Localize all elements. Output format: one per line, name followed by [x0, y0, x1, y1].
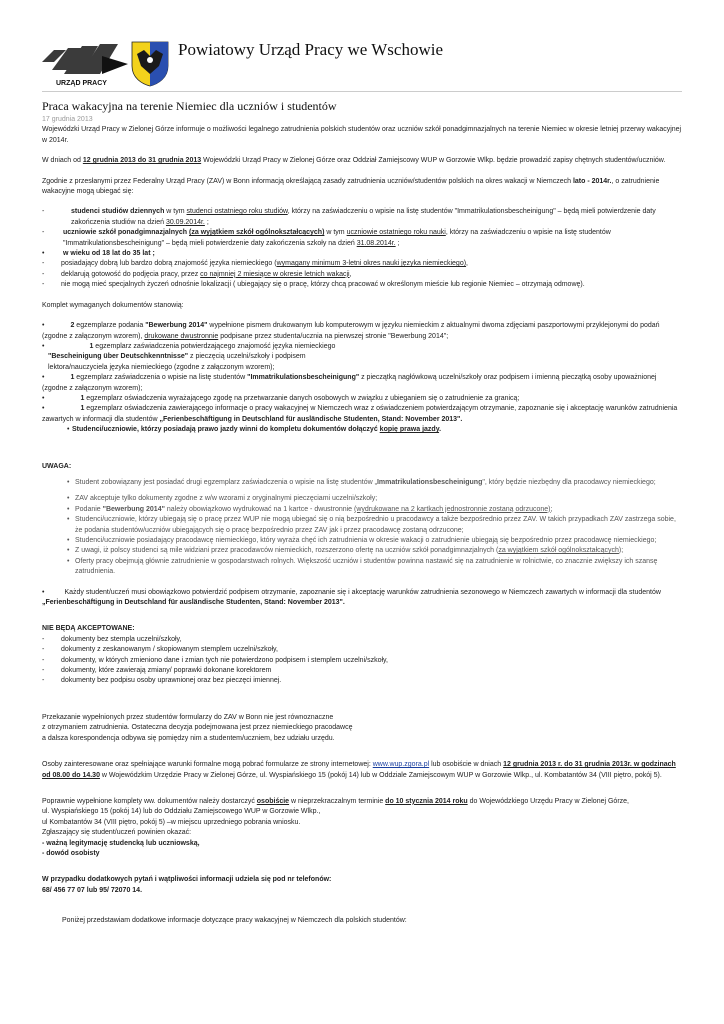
list-item: "Bescheinigung über Deutschkenntnisse" z pieczęcią uczelni/szkoły i podpisem [48, 353, 306, 361]
list-item: - uczniowie szkół ponadgimnazjalnych (za wyjątkiem szkół ogólnokształcących) w tym uczniowie ostatniego roku nauki, którzy na zaświadczeniu o wpisie na listę studentów "Immatrikulationsbescheinigung" – będą mieli potwierdzenie daty zakończenia szkoły na dzień 31.08.2014r. ; [42, 229, 611, 247]
documents-list [42, 321, 682, 435]
contact-paragraph: W przypadku dodatkowych pytań i wątpliwości informacji udziela się pod nr telefonów: 68/ 456 77 07 lub 95/ 72070 14. [42, 876, 332, 894]
not-accepted-heading: NIE BĘDĄ AKCEPTOWANE: [42, 625, 135, 633]
list-item: • w wieku od 18 lat do 35 lat ; [42, 250, 155, 258]
list-item: - deklarują gotowość do podjęcia pracy, przez co najmniej 2 miesiące w okresie letnich wakacji, [42, 270, 352, 278]
list-item: • Z uwagi, iż polscy studenci są mile widziani przez pracodawców niemieckich, rozszerzono ofertę na uczniów szkół ponadgimnazjalnych (za wyjątkiem szkół ogólnokształcących); [42, 546, 682, 556]
requirements-list [42, 207, 682, 290]
list-item: - dokumenty bez podpisu osoby uprawnionej oraz bez pieczęci imiennej. [42, 677, 282, 685]
page-header [42, 40, 682, 90]
list-item: - dokumenty, które zawierają zmiany/ poprawki dokonane korektorem [42, 667, 272, 675]
list-item: • 1 egzemplarz oświadczenia zawierającego informacje o pracy wakacyjnej w Niemczech wraz z oświadczeniem potwierdzającym otrzymanie, zapoznanie się i akceptację warunków zatrudnienia zawartych w informacji dla studentów „Ferienbeschäftigung in Deutschland für ausländische Studenten, Stand: November 2013". [42, 405, 678, 423]
list-item: • 2 egzemplarze podania "Bewerbung 2014" wypełnione pismem drukowanym lub komputerowym w języku niemieckim z aktualnymi dwoma zdjęciami paszportowymi przyklejonymi do podań (zgodne z załączonym wzorem), drukowane dwustronnie podpisane przez studenta/ucznia na pierwszej stronie "Bewerbung 2014"; [42, 322, 660, 340]
notes-list [42, 478, 682, 578]
list-item: - dokumenty, w których zmieniono dane i zmian tych nie potwierdzono podpisem i stemplem uczelni/szkoły, [42, 656, 388, 664]
not-accepted-list [42, 635, 682, 687]
rules-paragraph: Zgodnie z przesłanymi przez Federalny Urząd Pracy (ZAV) w Bonn informacją określającą zasady zatrudnienia uczniów/studentów polskich na okres wakacji w Niemczech lato - 2014r., o zatrudnienie wakacyjne mogą ubiegać się: [42, 177, 660, 196]
list-item: • Studenci/uczniowie posiadający pracodawcę niemieckiego, który wyraża chęć ich zatrudnienia w okresie wakacji o zatrudnienie ubiegają się bezpośrednio przez pracodawcę niemieckiego; [42, 536, 682, 546]
article-date: 17 grudnia 2013 [42, 116, 93, 123]
list-item: - posiadający dobrą lub bardzo dobrą znajomość języka niemieckiego (wymagany minimum 3-letni okres nauki języka niemieckiego), [42, 260, 468, 268]
uwaga-heading: UWAGA: [42, 462, 72, 470]
list-item: • Oferty pracy obejmują głównie zatrudnienie w gospodarstwach rolnych. Większość uczniów i studentów powinna nastawić się na zatrudnienie w rolnictwie, co znacznie zwiększy ich szansę zatrudnienia. [42, 557, 682, 578]
list-item: - studenci studiów dziennych w tym studenci ostatniego roku studiów, którzy na zaświadczeniu o wpisie na listę studentów "Immatrikulationsbescheinigung" – będą mieli potwierdzenie daty zakończenia studiów na dzień 30.09.2014r. ; [42, 208, 656, 226]
docs-heading: Komplet wymaganych dokumentów stanowią: [42, 301, 184, 309]
coat-of-arms-icon [130, 40, 170, 88]
intro-paragraph: Wojewódzki Urząd Pracy w Zielonej Górze informuje o możliwości legalnego zatrudnienia polskich studentów oraz uczniów szkół ponadgimnazjalnych na terenie Niemiec w okresie letniej przerwy wakacyjnej w 2014r. [42, 126, 682, 144]
forms-paragraph: Osoby zainteresowane oraz spełniające warunki formalne mogą pobrać formularze ze strony internetowej: www.wup.zgora.pl lub osobiście w dniach 12 grudnia 2013 r. do 31 grudnia 2013r. w godzinach od 08.00 do 14.30 w Wojewódzkim Urzędzie Pracy w Zielonej Górze, ul. Wyspiańskiego 15 (pokój 14) lub w Oddziale Zamiejscowym WUP w Gorzowie Wlkp., ul. Kombatantów 34 (VIII piętro, pokój 5). [42, 761, 676, 779]
urzad-pracy-logo [42, 40, 130, 90]
list-item: - dokumenty bez stempla uczelni/szkoły, [42, 635, 182, 643]
dates-paragraph: W dniach od 12 grudnia 2013 do 31 grudnia 2013 Wojewódzki Urząd Pracy w Zielonej Górze oraz Oddział Zamiejscowy WUP w Gorzowie Wlkp. będzie prowadzić zapisy chętnych studentów/uczniów. [42, 157, 666, 165]
delivery-paragraph: Poprawnie wypełnione komplety ww. dokumentów należy dostarczyć osobiście w nieprzekraczalnym terminie do 10 stycznia 2014 roku do Wojewódzkiego Urzędu Pracy w Zielonej Górze, ul. Wyspiańskiego 15 (pokój 14) lub do Oddziału Zamiejscowego WUP w Gorzowie Wlkp., ul Kombatantów 34 (VIII piętro, pokój 5) –w miejscu uprzedniego pobrania wniosku. Zgłaszający się student/uczeń powinien okazać: - ważną legitymację studencką lub uczniowską, - dowód osobisty [42, 797, 629, 857]
list-item: • 1 egzemplarz oświadczenia wyrażającego zgodę na przetwarzanie danych osobowych w związku z ubieganiem się o zatrudnienie za granicą; [42, 394, 520, 402]
list-item: - dokumenty z zeskanowanym / skopiowanym stemplem uczelni/szkoły, [42, 646, 278, 654]
article-title: Praca wakacyjna na terenie Niemiec dla uczniów i studentów [42, 99, 337, 113]
handover-paragraph: Przekazanie wypełnionych przez studentów formularzy do ZAV w Bonn nie jest równoznaczne z otrzymaniem zatrudnienia. Ostateczna decyzja podejmowana jest przez niemieckiego pracodawcę a dalsza korespondencja odbywa się pomiędzy nim a studentem/uczniem, bez udziału urzędu. [42, 713, 353, 742]
site-title: Powiatowy Urząd Pracy we Wschowie [178, 40, 444, 59]
list-item: • Podanie "Bewerbung 2014" należy obowiązkowo wydrukować na 1 kartce - dwustronnie (wydrukowane na 2 kartkach jednostronnie zostaną odrzucone); [42, 505, 682, 515]
list-item: - nie mogą mieć specjalnych życzeń odnośnie lokalizacji ( ubiegający się o pracę, którzy chcą pracować w określonym mieście lub regionie Niemiec – otrzymają odmowę). [42, 281, 585, 289]
header-divider [42, 91, 682, 92]
list-item: • Każdy student/uczeń musi obowiązkowo potwierdzić podpisem otrzymanie, zapoznanie się i akceptację warunków zatrudnienia sezonowego w Niemczech zawartych w informacji dla studentów „Ferienbeschäftigung in Deutschland für ausländische Studenten, Stand: November 2013". [42, 588, 661, 607]
list-item: • Studenci/uczniowie, którzy ubiegają się o pracę przez WUP nie mogą ubiegać się o nią bezpośrednio u pracodawcy a także bezpośrednio przez ZAV. W takich przypadkach ZAV zastrzega sobie, że podania studentów/uczniów ubiegających się o pracę bezpośrednio przez ZAV jak i przez pracodawcę zostaną odrzucone; [42, 515, 682, 536]
list-item: • Studenci/uczniowie, którzy posiadają prawo jazdy winni do kompletu dokumentów dołączyć kopię prawa jazdy. [42, 425, 682, 435]
list-item: • 1 egzemplarz zaświadczenia potwierdzającego znajomość języka niemieckiego [42, 342, 336, 350]
list-item: • Student zobowiązany jest posiadać drugi egzemplarz zaświadczenia o wpisie na listę studentów „Immatrikulationsbescheinigung", który będzie niezbędny dla pracodawcy niemieckiego; [42, 478, 682, 488]
footer-line: Poniżej przedstawiam dodatkowe informacje dotyczące pracy wakacyjnej w Niemczech dla polskich studentów: [62, 917, 407, 925]
list-item: • ZAV akceptuje tylko dokumenty zgodne z w/w wzorami z oryginalnymi pieczęciami uczelni/szkoły; [42, 494, 682, 504]
article [42, 99, 682, 927]
list-item: • 1 egzemplarz zaświadczenia o wpisie na listę studentów "Immatrikulationsbescheinigung" z pieczątką nagłówkową uczelni/szkoły oraz podpisem i imienną pieczątką osoby upoważnionej (zgodne z załączonym wzorem); [42, 374, 657, 392]
wup-website-link[interactable]: www.wup.zgora.pl [372, 761, 430, 769]
logo-text: URZĄD PRACY [56, 80, 107, 87]
list-item: lektora/nauczyciela języka niemieckiego (zgodne z załączonym wzorem); [48, 363, 275, 371]
